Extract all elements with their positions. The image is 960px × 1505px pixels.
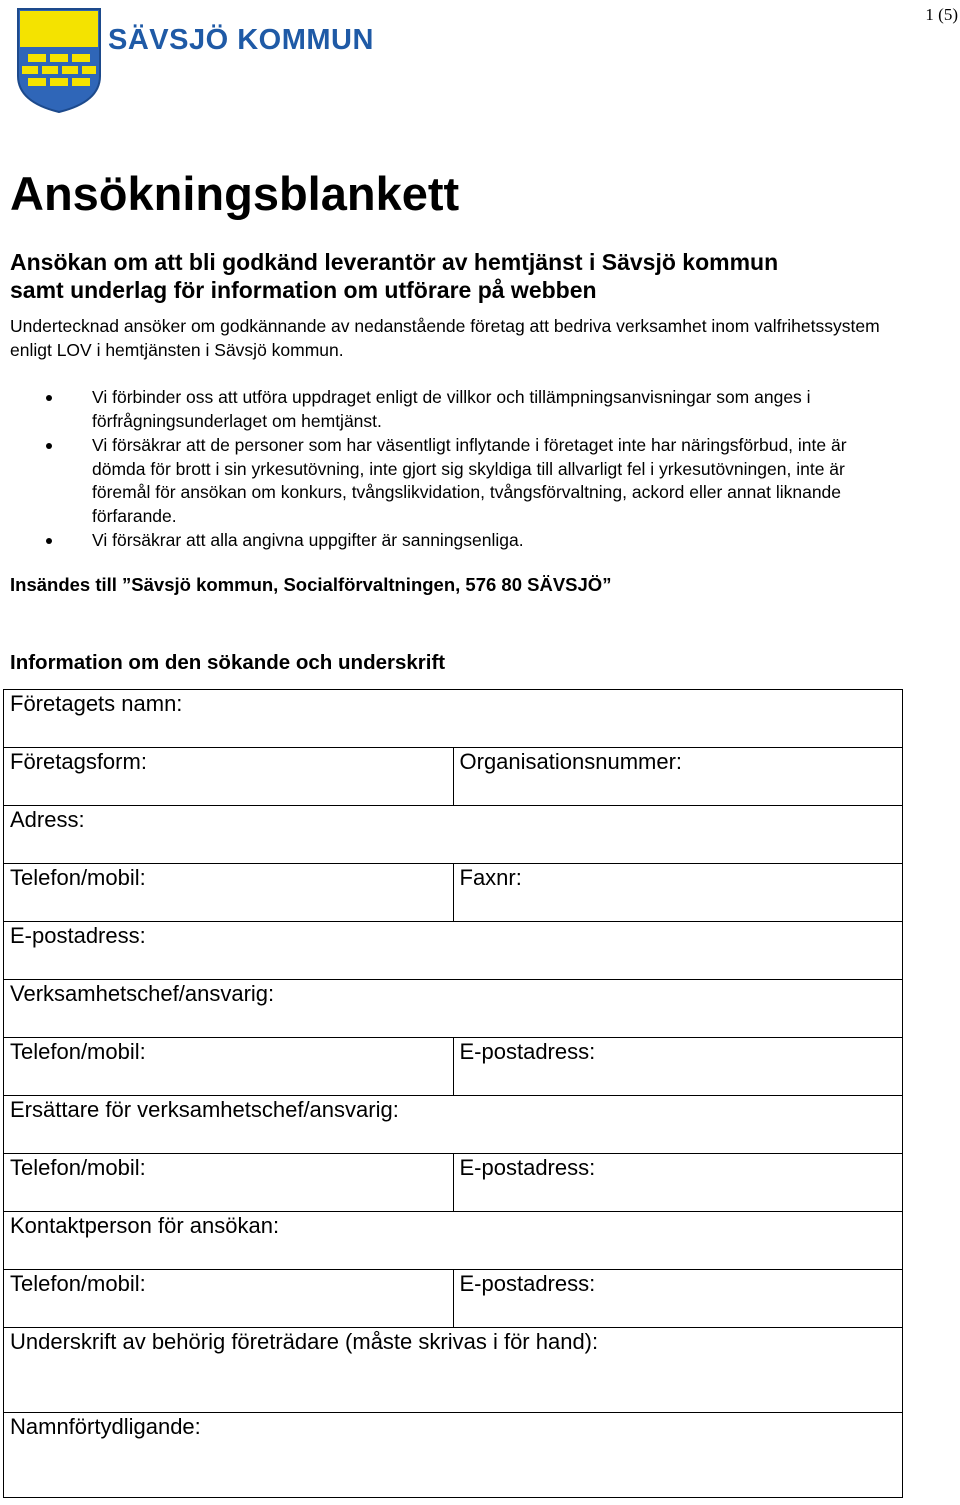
field-label: Ersättare för verksamhetschef/ansvarig: — [10, 1097, 399, 1122]
field-label: E-postadress: — [459, 1155, 596, 1180]
section-heading: Information om den sökande och underskrift — [10, 651, 446, 674]
field-label: Kontaktperson för ansökan: — [10, 1213, 280, 1238]
contact-email-field[interactable] — [453, 1270, 903, 1328]
deputy-email-field[interactable] — [453, 1154, 903, 1212]
bullet-icon — [46, 443, 52, 449]
bullet-icon — [46, 395, 52, 401]
subtitle — [10, 248, 778, 304]
page-number: 1 (5) — [925, 5, 958, 24]
phone-field[interactable] — [4, 864, 454, 922]
brand-name: SÄVSJÖ KOMMUN — [108, 24, 374, 56]
company-name-field[interactable] — [4, 690, 903, 748]
list-item-text: Vi försäkrar att de personer som har väsentligt inflytande i företaget inte har näringsförbud, inte är dömda för brott i sin yrkesutövning, inte gjort sig skyldiga till allvarligt fel i yrkesutövningen, inte är föremål för ansökan om konkurs, tvångslikvidation, tvångsförvaltning, ackord eller annat liknande förfarande. — [92, 435, 847, 526]
list-item-text: Vi förbinder oss att utföra uppdraget enligt de villkor och tillämpningsanvisningar som anges i förfrågningsunderlaget om hemtjänst. — [92, 387, 811, 431]
deputy-manager-field[interactable] — [4, 1096, 903, 1154]
field-label: Verksamhetschef/ansvarig: — [10, 981, 275, 1006]
signature-field[interactable] — [4, 1328, 903, 1413]
applicant-form — [3, 689, 903, 1498]
field-label: Telefon/mobil: — [10, 865, 146, 890]
email-field[interactable] — [4, 922, 903, 980]
list-item — [0, 386, 890, 433]
manager-phone-field[interactable] — [4, 1038, 454, 1096]
send-to-address: Insändes till ”Sävsjö kommun, Socialförvaltningen, 576 80 SÄVSJÖ” — [10, 574, 612, 595]
field-label: Organisationsnummer: — [459, 749, 683, 774]
manager-email-field[interactable] — [453, 1038, 903, 1096]
bullet-icon — [46, 538, 52, 544]
manager-field[interactable] — [4, 980, 903, 1038]
field-label: E-postadress: — [459, 1271, 596, 1296]
contact-phone-field[interactable] — [4, 1270, 454, 1328]
field-label: Adress: — [10, 807, 85, 832]
name-clarification-field[interactable] — [4, 1413, 903, 1498]
subtitle-line-2: samt underlag för information om utförare på webben — [10, 277, 597, 303]
field-label: Telefon/mobil: — [10, 1155, 146, 1180]
list-item — [0, 434, 890, 528]
fax-field[interactable] — [453, 864, 903, 922]
org-number-field[interactable] — [453, 748, 903, 806]
field-label: E-postadress: — [10, 923, 146, 948]
page-title: Ansökningsblankett — [10, 167, 460, 220]
list-item — [0, 529, 890, 553]
field-label: E-postadress: — [459, 1039, 596, 1064]
field-label: Underskrift av behörig företrädare (måste skrivas i för hand): — [10, 1329, 599, 1354]
contact-person-field[interactable] — [4, 1212, 903, 1270]
field-label: Telefon/mobil: — [10, 1039, 146, 1064]
field-label: Telefon/mobil: — [10, 1271, 146, 1296]
field-label: Företagsform: — [10, 749, 147, 774]
list-item-text: Vi försäkrar att alla angivna uppgifter är sanningsenliga. — [92, 530, 524, 550]
field-label: Namnförtydligande: — [10, 1414, 201, 1439]
address-field[interactable] — [4, 806, 903, 864]
subtitle-line-1: Ansökan om att bli godkänd leverantör av hemtjänst i Sävsjö kommun — [10, 249, 779, 275]
commitments-list — [0, 386, 890, 554]
savsjo-coat-of-arms-icon — [14, 6, 104, 114]
company-form-field[interactable] — [4, 748, 454, 806]
field-label: Företagets namn: — [10, 691, 183, 716]
deputy-phone-field[interactable] — [4, 1154, 454, 1212]
field-label: Faxnr: — [459, 865, 522, 890]
intro-text: Undertecknad ansöker om godkännande av nedanstående företag att bedriva verksamhet inom valfrihetssystem enligt LOV i hemtjänsten i Sävsjö kommun. — [10, 316, 880, 360]
